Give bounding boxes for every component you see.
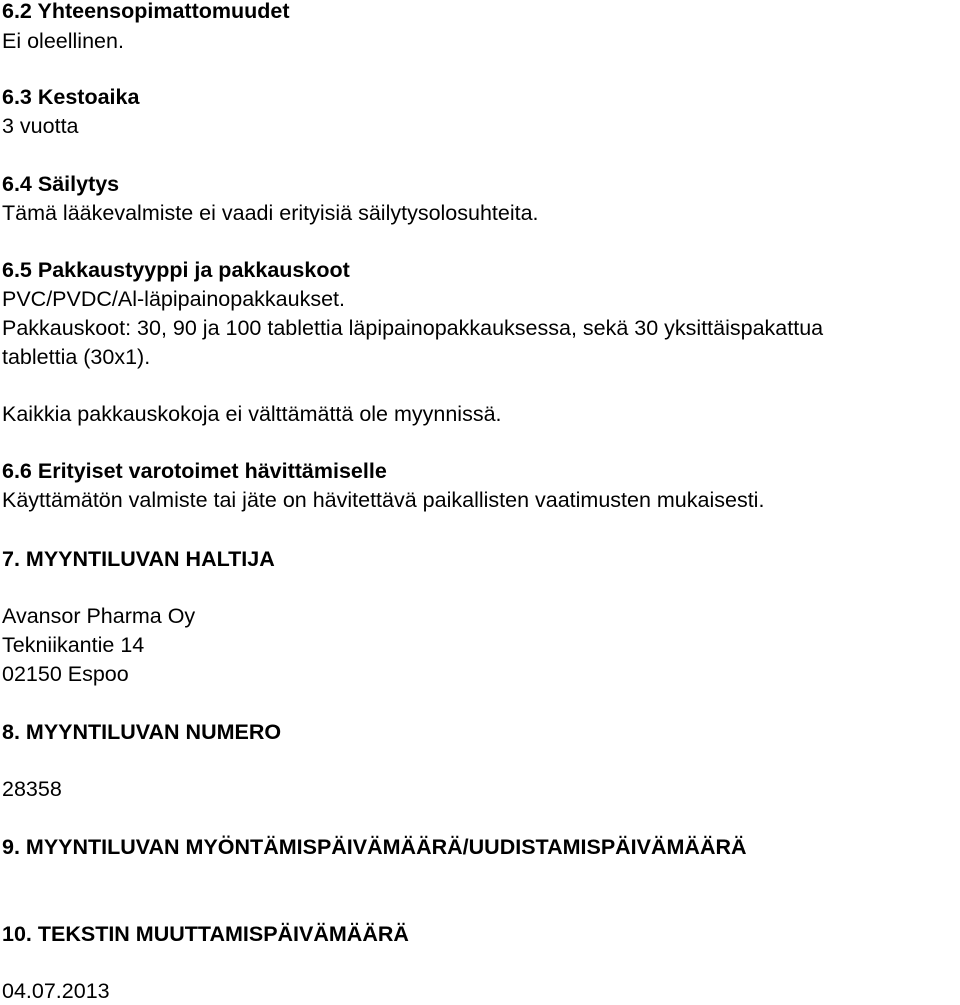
section-text-6-5-line2: Pakkauskoot: 30, 90 ja 100 tablettia läpipainopakkauksessa, sekä 30 yksittäispakattua <box>2 316 824 340</box>
section-text-6-2: Ei oleellinen. <box>2 29 124 53</box>
section-heading-6-3: 6.3 Kestoaika <box>2 85 140 109</box>
section-heading-6-6: 6.6 Erityiset varotoimet hävittämiselle <box>2 459 387 483</box>
section-heading-10: 10. TEKSTIN MUUTTAMISPÄIVÄMÄÄRÄ <box>2 922 409 946</box>
section-heading-8: 8. MYYNTILUVAN NUMERO <box>2 720 282 744</box>
section-text-6-6: Käyttämätön valmiste tai jäte on hävitettävä paikallisten vaatimusten mukaisesti. <box>2 488 765 512</box>
section-text-6-5-line4: Kaikkia pakkauskokoja ei välttämättä ole myynnissä. <box>2 402 502 426</box>
section-heading-9: 9. MYYNTILUVAN MYÖNTÄMISPÄIVÄMÄÄRÄ/UUDISTAMISPÄIVÄMÄÄRÄ <box>2 835 747 859</box>
revision-date: 04.07.2013 <box>2 979 110 1003</box>
holder-city: 02150 Espoo <box>2 662 129 686</box>
section-heading-6-5: 6.5 Pakkaustyyppi ja pakkauskoot <box>2 258 350 282</box>
section-heading-6-2: 6.2 Yhteensopimattomuudet <box>2 0 290 23</box>
section-heading-6-4: 6.4 Säilytys <box>2 172 120 196</box>
holder-street: Tekniikantie 14 <box>2 633 145 657</box>
authorisation-number: 28358 <box>2 777 62 801</box>
section-text-6-5-line3: tablettia (30x1). <box>2 345 151 369</box>
section-text-6-4: Tämä lääkevalmiste ei vaadi erityisiä säilytysolosuhteita. <box>2 201 539 225</box>
holder-name: Avansor Pharma Oy <box>2 604 196 628</box>
section-text-6-3: 3 vuotta <box>2 114 79 138</box>
section-text-6-5-line1: PVC/PVDC/Al-läpipainopakkaukset. <box>2 287 345 311</box>
section-heading-7: 7. MYYNTILUVAN HALTIJA <box>2 547 275 571</box>
